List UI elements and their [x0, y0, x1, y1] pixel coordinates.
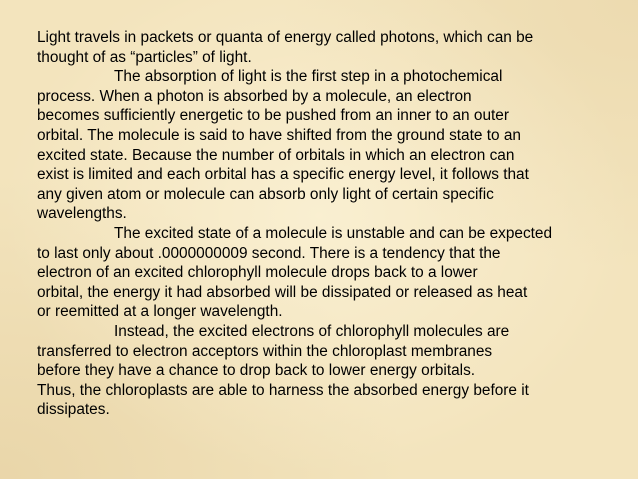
text-line: electron of an excited chlorophyll molecule drops back to a lower [37, 264, 478, 282]
text-line: excited state. Because the number of orbitals in which an electron can [37, 146, 515, 164]
text-line: before they have a chance to drop back to lower energy orbitals. [37, 362, 476, 380]
paragraph-start-line: The absorption of light is the first step in a photochemical [114, 68, 503, 86]
text-line: Thus, the chloroplasts are able to harness the absorbed energy before it [37, 381, 529, 399]
paragraph-start-line: Instead, the excited electrons of chlorophyll molecules are [114, 322, 510, 340]
text-line: process. When a photon is absorbed by a molecule, an electron [37, 87, 472, 105]
text-line: Light travels in packets or quanta of energy called photons, which can be [37, 29, 534, 46]
text-line: transferred to electron acceptors within the chloroplast membranes [37, 342, 493, 360]
text-line: thought of as “particles” of light. [37, 48, 252, 66]
text-line: dissipates. [37, 401, 110, 419]
paragraph-start-line: The excited state of a molecule is unstable and can be expected [114, 224, 553, 242]
text-line: orbital, the energy it had absorbed will be dissipated or released as heat [37, 283, 528, 301]
slide-body-text [37, 28, 637, 420]
text-line: to last only about .0000000009 second. There is a tendency that the [37, 244, 501, 262]
text-line: exist is limited and each orbital has a specific energy level, it follows that [37, 166, 529, 184]
text-line: or reemitted at a longer wavelength. [37, 303, 283, 321]
text-line: orbital. The molecule is said to have shifted from the ground state to an [37, 126, 521, 144]
text-line: becomes sufficiently energetic to be pushed from an inner to an outer [37, 107, 509, 125]
text-line: any given atom or molecule can absorb only light of certain specific [37, 185, 494, 203]
text-line: wavelengths. [37, 205, 127, 223]
